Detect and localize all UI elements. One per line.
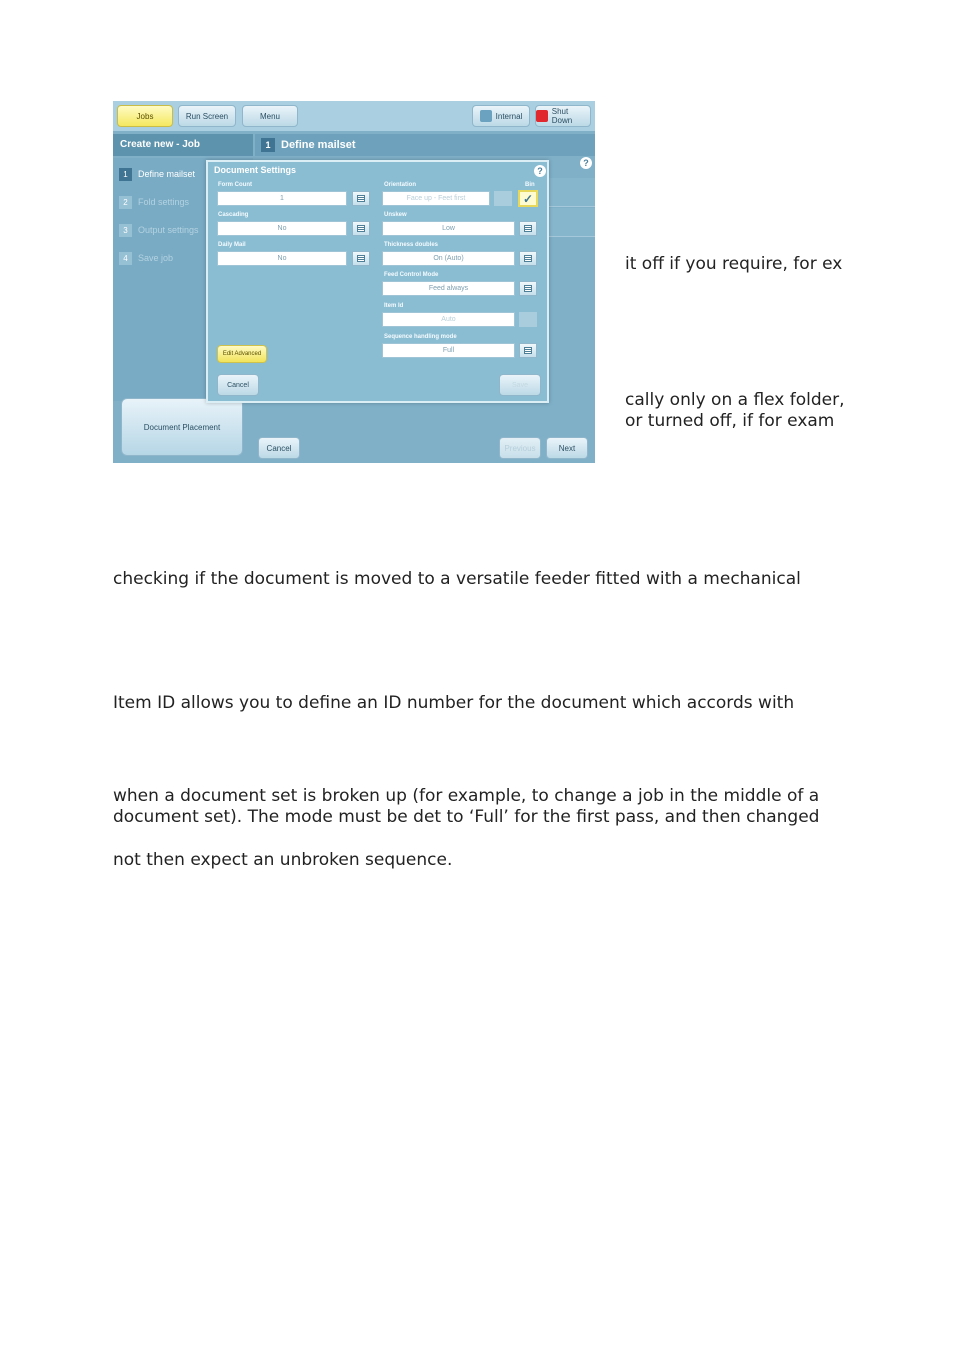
unskew-field[interactable]: Low xyxy=(382,221,515,236)
create-job-header: Create new - Job xyxy=(113,134,253,156)
document-settings-dialog xyxy=(206,160,549,403)
orientation-list-button xyxy=(494,191,512,206)
next-button[interactable]: Next xyxy=(546,437,588,459)
orientation-field[interactable]: Face up - Feet first xyxy=(382,191,490,206)
feed-mode-list-button[interactable] xyxy=(519,281,537,296)
daily-mail-list-button[interactable] xyxy=(352,251,370,266)
step-label: Save job xyxy=(138,253,174,263)
dialog-save-button[interactable]: Save xyxy=(499,374,541,396)
body-text-line: or turned off, if for exam xyxy=(625,411,835,431)
list-icon xyxy=(524,285,532,292)
cascading-label: Cascading xyxy=(218,212,249,218)
form-count-label: Form Count xyxy=(218,182,252,188)
step-output-settings[interactable] xyxy=(119,222,199,238)
body-text-line: cally only on a flex folder, xyxy=(625,390,845,410)
list-icon xyxy=(524,225,532,232)
step-label: Define mailset xyxy=(138,169,196,179)
menu-button[interactable]: Menu xyxy=(242,105,298,127)
run-screen-button[interactable]: Run Screen xyxy=(178,105,236,127)
cascading-list-button[interactable] xyxy=(352,221,370,236)
help-icon[interactable]: ? xyxy=(580,157,592,169)
inserter-ui-screenshot xyxy=(113,101,595,463)
bin-checkbox[interactable]: ✓ xyxy=(518,190,538,207)
bin-label: Bin xyxy=(525,182,535,188)
sequence-list-button[interactable] xyxy=(519,343,537,358)
feed-mode-label: Feed Control Mode xyxy=(384,272,439,278)
list-icon xyxy=(524,347,532,354)
step-save-job[interactable] xyxy=(119,250,173,266)
list-icon xyxy=(524,255,532,262)
cancel-button[interactable]: Cancel xyxy=(258,437,300,459)
form-count-field[interactable]: 1 xyxy=(217,191,347,206)
shut-down-button[interactable] xyxy=(535,105,591,127)
thickness-field[interactable]: On (Auto) xyxy=(382,251,515,266)
step-title: Define mailset xyxy=(281,139,356,151)
top-toolbar xyxy=(113,101,595,131)
cascading-field[interactable]: No xyxy=(217,221,347,236)
body-text-line: document set). The mode must be det to ‘Full’ for the first pass, and then changed xyxy=(113,807,820,827)
list-icon xyxy=(357,195,365,202)
step-num: 3 xyxy=(119,224,132,237)
step-label: Fold settings xyxy=(138,197,190,207)
form-count-list-button[interactable] xyxy=(352,191,370,206)
thickness-list-button[interactable] xyxy=(519,251,537,266)
orientation-label: Orientation xyxy=(384,182,417,188)
thickness-label: Thickness doubles xyxy=(384,242,439,248)
body-text-line: when a document set is broken up (for example, to change a job in the middle of a xyxy=(113,786,820,806)
power-icon xyxy=(536,110,548,122)
step-fold-settings[interactable] xyxy=(119,194,189,210)
internal-button[interactable] xyxy=(472,105,530,127)
unskew-label: Unskew xyxy=(384,212,407,218)
step-number: 1 xyxy=(261,138,275,152)
item-id-list-button xyxy=(519,312,537,327)
daily-mail-field[interactable]: No xyxy=(217,251,347,266)
edit-advanced-button[interactable]: Edit Advanced xyxy=(217,345,267,363)
step-num: 2 xyxy=(119,196,132,209)
step-define-mailset[interactable] xyxy=(119,166,195,182)
body-text-line: checking if the document is moved to a versatile feeder fitted with a mechanical xyxy=(113,569,801,589)
step-label: Output settings xyxy=(138,225,199,235)
body-text-line: Item ID allows you to define an ID number for the document which accords with xyxy=(113,693,795,713)
step-num: 4 xyxy=(119,252,132,265)
unskew-list-button[interactable] xyxy=(519,221,537,236)
dialog-cancel-button[interactable]: Cancel xyxy=(217,374,259,396)
item-id-label: Item Id xyxy=(384,303,404,309)
item-id-field[interactable]: Auto xyxy=(382,312,515,327)
dialog-help-icon[interactable]: ? xyxy=(534,165,546,177)
document-placement-button[interactable]: Document Placement xyxy=(121,398,243,456)
jobs-button[interactable]: Jobs xyxy=(117,105,173,127)
body-text-line: not then expect an unbroken sequence. xyxy=(113,850,453,870)
step-num: 1 xyxy=(119,168,132,181)
feed-mode-field[interactable]: Feed always xyxy=(382,281,515,296)
sequence-label: Sequence handling mode xyxy=(384,334,457,340)
dialog-title: Document Settings xyxy=(214,165,297,175)
list-icon xyxy=(357,255,365,262)
user-icon xyxy=(480,110,492,122)
body-text-line: it off if you require, for ex xyxy=(625,254,843,274)
sequence-field[interactable]: Full xyxy=(382,343,515,358)
internal-label: Internal xyxy=(495,111,523,121)
list-icon xyxy=(357,225,365,232)
previous-button[interactable]: Previous xyxy=(499,437,541,459)
shut-down-label: Shut Down xyxy=(551,107,573,125)
step-header xyxy=(255,134,595,156)
daily-mail-label: Daily Mail xyxy=(218,242,246,248)
